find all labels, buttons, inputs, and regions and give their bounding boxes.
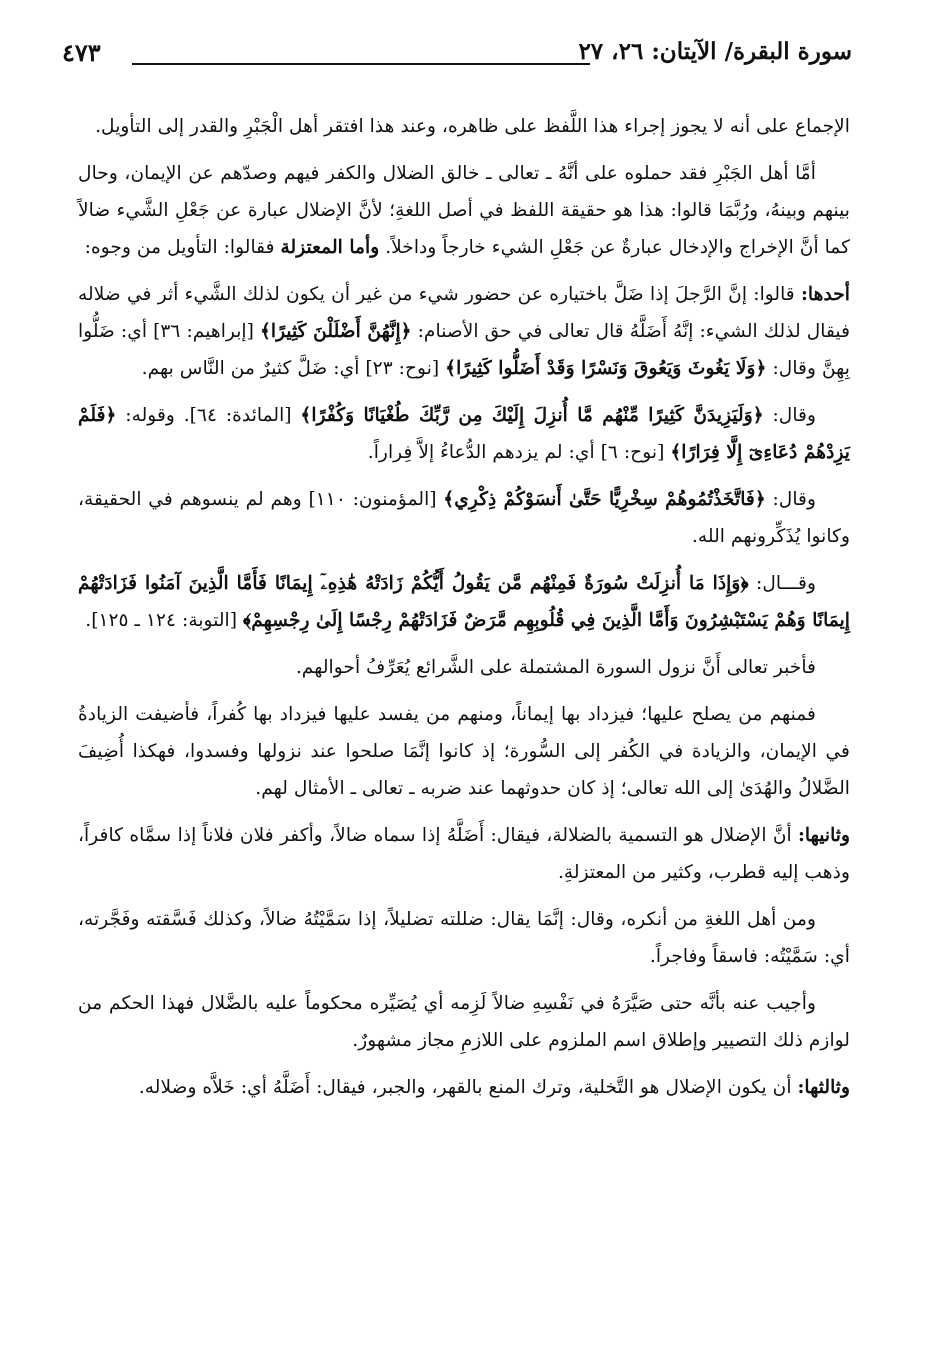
paragraph-3-text-a: قالوا: إنَّ الرَّجلَ إذا ضَلَّ باختياره عن حضور شيء من غير أن يكون لذلك الشَّيء أثر في ضلاله فيقال لذلك الشيء: إنَّهُ أَضَلَّهُ قال تعالى في حق الأصنام: [78,284,851,342]
paragraph-5 [78,481,850,555]
quran-verse: ﴿وَلَيَزِيدَنَّ كَثِيرًا مِّنْهُم مَّا أُنزِلَ إِلَيْكَ مِن رَّبِّكَ طُغْيَانًا وَكُفْرًا﴾ [300,404,764,426]
quran-verse: ﴿وَإِذَا مَا أُنزِلَتْ سُورَةٌ فَمِنْهُم مَّن يَقُولُ أَيُّكُمْ زَادَتْهُ هَٰذِهِۦٓ إِيمَانًا فَأَمَّا الَّذِينَ آمَنُوا فَزَادَتْهُمْ إِيمَانًا وَهُمْ يَسْتَبْشِرُونَ وَأَمَّا الَّذِينَ فِي قُلُوبِهِم مَّرَضٌ فَزَادَتْهُمْ رِجْسًا إِلَىٰ رِجْسِهِمْ﴾ [78,572,850,631]
paragraph-5-text-a: وقال: [765,489,817,510]
paragraph-2 [78,155,850,266]
paragraph-6-text-a: وقـــال: [748,573,816,594]
paragraph-3-text-c: [نوح: ٢٣] أي: ضَلَّ كثيرٌ من النَّاس بهم. [141,358,446,379]
paragraph-8: فمنهم من يصلح عليها؛ فيزداد بها إيماناً، ومنهم من يفسد عليها فيزداد بها كُفراً، فأضيفت الزيادةُ في الإيمان، والزيادة في الكُفر إلى السُّورة؛ إذ كانوا إنَّمَا صلحوا عند نزولها وفسدوا، فهكذا أُضِيفَ الضَّلالُ والهُدَىٰ إلى الله تعالى؛ إذ كان حدوثهما عند ضربه ـ تعالى ـ الأمثال لهم. [78,704,850,799]
first-view-lead: أحدها: [801,283,850,305]
second-view-lead: وثانيها: [798,824,850,846]
mutazila-term: وأما المعتزلة [280,236,380,258]
page-number: ٤٧٣ [62,38,101,67]
quran-verse: ﴿وَلَا يَغُوثَ وَيَعُوقَ وَنَسْرًا وَقَدْ أَضَلُّوا كَثِيرًا﴾ [445,357,767,379]
paragraph-1: الإجماع على أنه لا يجوز إجراء هذا اللَّفظ على ظاهره، وعند هذا افتقر أهل الْجَبْرِ والقدر إلى التأويل. [95,116,850,137]
header-rule [132,63,590,65]
paragraph-4-text-c: [نوح: ٦] أي: لم يزدهم الدُّعاءُ إلاَّ فِراراً. [367,442,671,463]
paragraph-4-text-a: وقال: [763,405,816,426]
paragraph-12-text: أن يكون الإضلال هو التَّخلية، وترك المنع بالقهر، والجبر، فيقال: أَضَلَّهُ أي: خَلاَّه وضلاله. [138,1077,798,1098]
paragraph-4-text-b: [المائدة: ٦٤]. وقوله: [116,405,301,426]
running-header-title: سورة البقرة/ الآيتان: ٢٦، ٢٧ [578,38,852,65]
paragraph-2-text-a: أمَّا أهل الجَبْرِ فقد حملوه على أنَّهُ ـ تعالى ـ خالق الضلال والكفر فيهم وصدّهم عن الإيمان، وحال بينهم وبينهُ، ورُبَّمَا قالوا: هذا هو حقيقة اللفظ في أصل اللغةِ؛ لأنَّ الإضلال عبارة عن جَعْلِ الشَّيء ضالاً كما أنَّ الإخراج والإدخال عبارةٌ عن جَعْلِ الشيء خارجاً وداخلاً. [78,163,850,258]
paragraph-6-text-b: [التوبة: ١٢٤ ـ ١٢٥]. [85,610,243,631]
paragraph-7: فأخبر تعالى أَنَّ نزول السورة المشتملة على الشَّرائع يُعَرِّفُ أحوالهم. [295,657,816,678]
paragraph-12 [78,1069,850,1106]
paragraph-4 [78,397,850,471]
page-body [78,108,850,1116]
paragraph-9-text: أنَّ الإضلال هو التسمية بالضلالة، فيقال: أَضَلَّهُ إذا سماه ضالاً، وأكفر فلان فلاناً إذا سمَّاه كافراً، وذهب إليه قطرب، وكثير من المعتزلةِ. [78,825,850,883]
paragraph-2-text-b: فقالوا: التأويل من وجوه: [84,237,281,258]
third-view-lead: وثالثها: [797,1076,850,1098]
quran-verse: ﴿فَاتَّخَذْتُمُوهُمْ سِخْرِيًّا حَتَّىٰ أَنسَوْكُمْ ذِكْرِي﴾ [443,488,766,510]
paragraph-6 [78,565,850,639]
paragraph-3-text-b: [إبراهيم: ٣٦] أي: ضَلُّوا بِهِنَّ وقال: [78,321,850,379]
quran-verse: ﴿إِنَّهُنَّ أَضْلَلْنَ كَثِيرًا﴾ [259,320,412,342]
paragraph-5-text-b: [المؤمنون: ١١٠] وهم لم ينسوهم في الحقيقة، وكانوا يُذَكِّرونهم الله. [78,489,850,547]
page-header [62,38,852,74]
paragraph-9 [78,817,850,891]
quran-verse: ﴿فَلَمْ يَزِدْهُمْ دُعَاءِىٓ إِلَّا فِرَارًا﴾ [78,404,850,463]
paragraph-3 [78,276,850,387]
paragraph-10: ومن أهل اللغةِ من أنكره، وقال: إنَّمَا يقال: ضللته تضليلاً، إذا سَمَّيْتُهُ ضالاً، وكذلك فَسَّقته وفَجَّرته، أي: سَمَّيْتُه: فاسقاً وفاجراً. [78,909,850,967]
paragraph-11: وأجيب عنه بأنَّه حتى صَيَّرَهُ في نَفْسِهِ ضالاً لَزِمه أي يُصَيِّره محكوماً عليه بالضَّلال فهذا الحكم من لوازم ذلك التصيير وإطلاق اسم الملزوم على اللازمِ مجاز مشهورٌ. [78,993,850,1051]
